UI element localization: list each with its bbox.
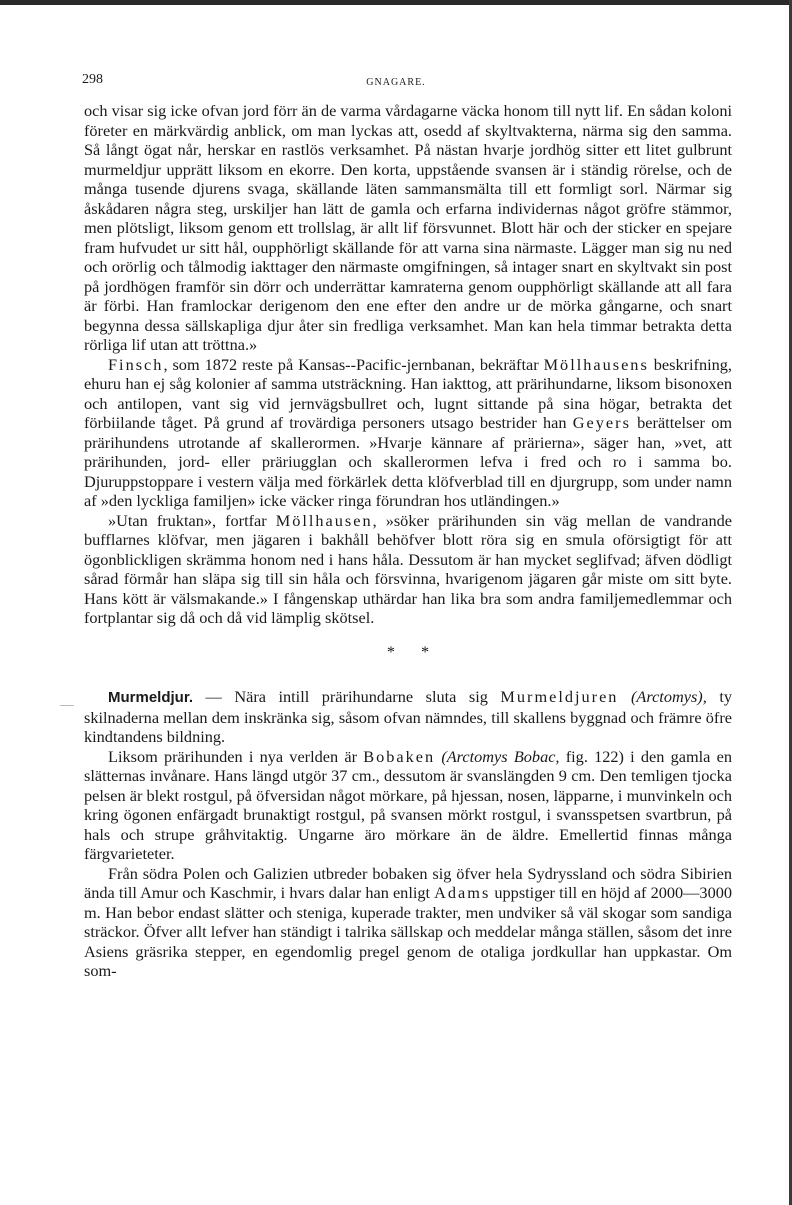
author-name-adams: Adams — [434, 883, 491, 902]
running-head: GNAGARE. — [366, 77, 426, 88]
body-text — [84, 101, 732, 981]
paragraph-3 — [84, 511, 732, 628]
paragraph-5-text-b: fig. 122) i den gamla en slätternas invånare. Hans längd utgör 37 cm., dessutom är svanslängden 9 cm. Den temligen tjocka pelsen är blekt rostgul, på öfversidan något mörkare, på hjessan, nosen, läpparne, i munvinkeln och kring ögonen enfärgadt brunaktigt rostgul, på svansen mörkt rostgul, i svansspetsen svartbrun, på hals och strupe gråhvitaktig. Ungarne äro mörkare än de äldre. Emellertid finnas många färgvarieteter. — [84, 746, 732, 863]
paragraph-3-text-a: »Utan fruktan», fortfar — [108, 510, 276, 530]
paragraph-2-text-b: beskrifning, ehuru han ej såg kolonier af samma utsträckning. Han iakttog, att prärihundarne, liksom bisonoxen och antilopen, vant sig vid jernvägsbullret och, lugnt sittande på sina högar, betrakta det förbiilande tåget. På grund af trovärdiga personers utsago bestrider han — [84, 354, 732, 432]
paragraph-1: och visar sig icke ofvan jord förr än de varma vårdagarne väcka honom till nytt lif. En sådan koloni företer en märkvärdig anblick, om man lyckas att, osedd af skyltvakterna, närma sig den samma. Så långt ögat når, herskar en rastlös verksamhet. På nästan hvarje jordhög sitter ett litet gulbrunt murmeldjur upprätt liksom en ekorre. Den korta, uppstående svansen är i ständig rörelse, och de många tusende djurens svaga, skällande läten sammansmälta till ett formligt sorl. Närmar sig åskådaren några steg, urskiljer han lätt de gamla och erfarna individernas något gröfre stämmor, men plötsligt, liksom genom ett trollslag, är allt lif försvunnet. Blott här och der sticker en spejare fram hufvudet ur sitt hål, oupphörligt skällande för att varna sina närmaste. Lägger man sig nu ned och orörlig och tålmodig iakttager den närmaste omgifningen, så intager snart en skyltvakt sin post på jordhögen framför sin dörr och underrättar kamraterna genom oupphörligt skällande att all fara är förbi. Han framlockar derigenom den ene efter den andre ur de mörka gångarne, och snart begynna dessa sällskapliga djur åter sin fredliga verksamhet. Man kan hela timmar betrakta detta rörliga lif utan att tröttna.» — [84, 101, 732, 354]
latin-name-arctomys-bobac: (Arctomys Bobac, — [441, 746, 560, 766]
margin-mark — [60, 705, 74, 706]
paragraph-2-text-a: , som 1872 reste på Kansas--Pacific-jernbanan, bekräftar — [163, 354, 544, 374]
section-title-murmeldjur: Murmeldjur. — [108, 689, 194, 706]
author-name-mollhausen: Möllhausens — [543, 354, 649, 374]
author-name-finsch: Finsch — [108, 354, 164, 374]
paragraph-4-text-b: ty skilnaderna mellan dem inskränka sig, såsom ofvan nämndes, till skallens byggnad och främre öfre kindtandens bildning. — [84, 687, 732, 746]
section-separator: * * — [386, 641, 430, 661]
paragraph-6-text-b: uppstiger till en höjd af 2000—3000 m. Han bebor endast slätter och steniga, kuperade trakter, men undviker så väl skogar som sandiga sträckor. Öfver allt lefver han ständigt i talrika sällskap och meddelar många ställen, såsom det inre Asiens gräsrika stepper, en egendomlig pregel genom de otaliga jordkullar han uppkastar. Om som- — [84, 883, 732, 980]
term-murmeldjuren: Murmeldjuren — [500, 687, 619, 706]
paragraph-6 — [84, 864, 732, 981]
paragraph-2 — [84, 355, 732, 511]
term-bobaken: Bobaken — [363, 746, 436, 766]
paragraph-5-text-a: Liksom prärihunden i nya verlden är — [108, 746, 364, 766]
author-name-mollhausen-2: Möllhausen — [275, 510, 373, 530]
latin-name-arctomys: (Arctomys), — [630, 687, 707, 706]
paragraph-4 — [84, 687, 732, 747]
page-number: 298 — [82, 72, 103, 87]
author-name-geyers: Geyers — [572, 413, 631, 432]
paragraph-2-text-c: berättelser om prärihundens utrotande af skallerormen. »Hvarje kännare af prärierna», säger han, »vet, att prärihunden, jord- eller präriugglan och skallerormen lefva i fred och ro i samma bo. Djuruppstoppare i vestern välja med förkärlek detta klöfverblad till en djurgrupp, som under namn af »den lyckliga familjen» icke väcker ringa förundran hos utländingen.» — [84, 413, 732, 510]
top-border-rule — [0, 0, 792, 5]
paragraph-6-text-a: Från södra Polen och Galizien utbreder bobaken sig öfver hela Sydryssland och södra Sibirien ända till Amur och Kaschmir, i hvars dalar han enligt — [84, 863, 732, 902]
paragraph-4-text-a: — Nära intill prärihundarne sluta sig — [193, 687, 501, 706]
paragraph-5 — [84, 747, 732, 864]
paragraph-3-text-b: , »söker prärihunden sin väg mellan de vandrande bufflarnes klöfvar, men jägaren i bakhåll behöfver blott röra sig en smula oförsigtigt för att ögonblickligen skrämma honom ned i hans håla. Dessutom är han mycket seglifvad; äfven dödligt sårad förmår han släpa sig till sin håla och försvinna, hvarigenom jägaren går miste om sitt byte. Hans kött är välsmakande.» I fångenskap uthärdar han lika bra som andra familjemedlemmar och fortplantar sig då och då vid lämplig skötsel. — [84, 510, 732, 627]
